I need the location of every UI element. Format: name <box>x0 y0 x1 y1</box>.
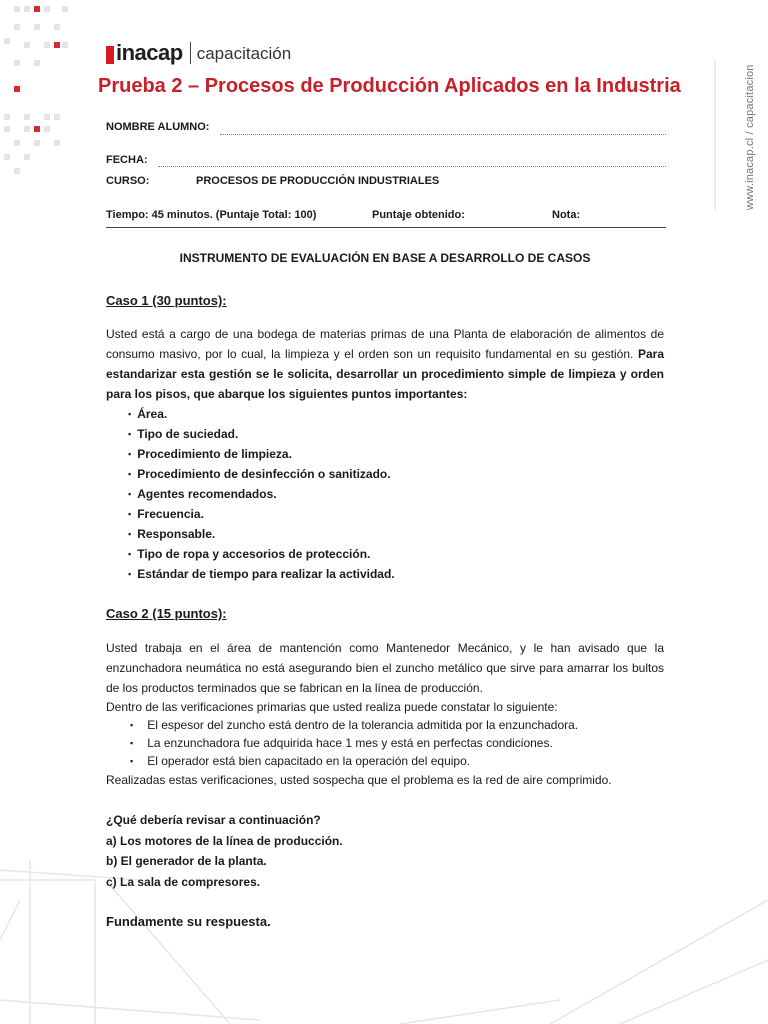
option-b: b) El generador de la planta. <box>106 854 267 868</box>
list-item: ▪ Tipo de ropa y accesorios de protección. <box>128 544 395 564</box>
logo-wordmark: inacap <box>116 40 183 65</box>
curso-value: PROCESOS DE PRODUCCIÓN INDUSTRIALES <box>196 175 440 187</box>
case2-heading: Caso 2 (15 puntos): <box>106 606 227 621</box>
case2-question: ¿Qué debería revisar a continuación? <box>106 813 321 827</box>
logo-mark-icon <box>106 46 114 64</box>
case1-intro: Usted está a cargo de una bodega de materias primas de una Planta de elaboración de alimentos de consumo masivo, por lo cual, la limpieza y el orden son un requisito fundamental en su gestión. <box>106 327 664 361</box>
list-item: ▪ El operador está bien capacitado en la operación del equipo. <box>130 752 578 770</box>
list-item: ▪ Procedimiento de desinfección o sanitizado. <box>128 464 395 484</box>
fecha-line <box>158 166 666 167</box>
option-a: a) Los motores de la línea de producción. <box>106 834 343 848</box>
curso-label: CURSO: <box>106 175 150 187</box>
list-item: ▪ El espesor del zuncho está dentro de la tolerancia admitida por la enzunchadora. <box>130 716 578 734</box>
header-divider <box>106 227 666 228</box>
closing-instruction: Fundamente su respuesta. <box>106 914 271 929</box>
page-title: Prueba 2 – Procesos de Producción Aplicados en la Industria <box>98 75 681 97</box>
logo-subtitle: capacitación <box>196 44 292 63</box>
case1-instruction: Para estandarizar esta gestión se le solicita, desarrollar un procedimiento simple de limpieza y orden para los pisos, que abarque los siguientes puntos importantes: <box>106 347 664 401</box>
case2-intro: Usted trabaja en el área de mantención como Mantenedor Mecánico, y le han avisado que la enzunchadora neumática no está asegurando bien el zuncho metálico que sirve para amarrar los bultos de los productos terminados que se fabrican en la línea de producción. <box>106 641 664 695</box>
list-item: ▪ Procedimiento de limpieza. <box>128 444 395 464</box>
case2-checks-list <box>130 716 578 770</box>
tiempo-text: Tiempo: 45 minutos. (Puntaje Total: 100) <box>106 209 317 221</box>
list-item: ▪ Estándar de tiempo para realizar la actividad. <box>128 564 395 584</box>
fecha-label: FECHA: <box>106 154 148 166</box>
case1-text <box>106 324 664 404</box>
list-item: ▪ Área. <box>128 404 395 424</box>
nombre-alumno-line <box>220 134 666 135</box>
case1-heading: Caso 1 (30 puntos): <box>106 293 227 308</box>
case1-points-list <box>128 404 395 584</box>
list-item: ▪ Responsable. <box>128 524 395 544</box>
nombre-alumno-label: NOMBRE ALUMNO: <box>106 121 210 133</box>
inacap-logo <box>106 30 291 64</box>
list-item: ▪ Tipo de suciedad. <box>128 424 395 444</box>
list-item: ▪ Frecuencia. <box>128 504 395 524</box>
list-item: ▪ La enzunchadora fue adquirida hace 1 mes y está en perfectas condiciones. <box>130 734 578 752</box>
option-c: c) La sala de compresores. <box>106 875 261 889</box>
case2-checks-intro: Dentro de las verificaciones primarias que usted realiza puede constatar lo siguiente: <box>106 700 558 714</box>
case2-conclusion: Realizadas estas verificaciones, usted sospecha que el problema es la red de aire comprimido. <box>106 773 612 787</box>
instrument-heading: INSTRUMENTO DE EVALUACIÓN EN BASE A DESARROLLO DE CASOS <box>179 251 591 265</box>
list-item: ▪ Agentes recomendados. <box>128 484 395 504</box>
side-website-url: www.inacap.cl / capacitacion <box>744 64 756 210</box>
nota-label: Nota: <box>552 209 581 221</box>
logo-separator <box>190 42 191 64</box>
puntaje-obtenido-label: Puntaje obtenido: <box>372 209 465 221</box>
